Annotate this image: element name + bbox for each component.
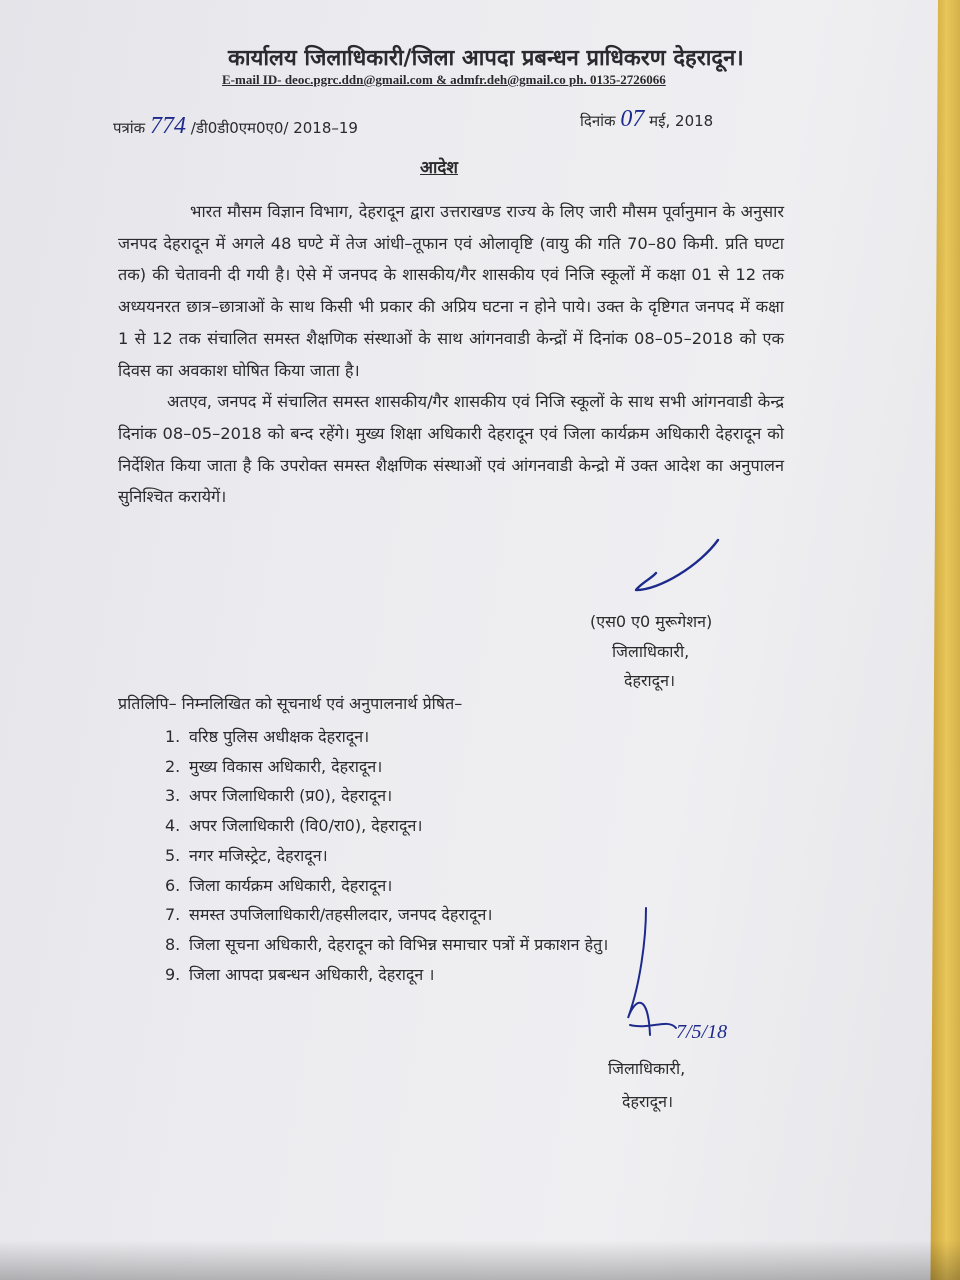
list-item-text: जिला सूचना अधिकारी, देहरादून को विभिन्न समाचार पत्रों में प्रकाशन हेतु।: [189, 934, 609, 954]
signatory-name: (एस0 ए0 मुरूगेशन): [590, 612, 713, 631]
list-item-text: अपर जिलाधिकारी (प्र0), देहरादून।: [189, 786, 393, 806]
list-item-text: मुख्य विकास अधिकारी, देहरादून।: [189, 756, 383, 776]
office-header-title: कार्यालय जिलाधिकारी/जिला आपदा प्रबन्धन प्राधिकरण देहरादून।: [228, 46, 744, 71]
copy-to-heading: प्रतिलिपि– निम्नलिखित को सूचनार्थ एवं अनुपालनार्थ प्रेषित–: [118, 694, 463, 713]
list-item-text: जिला आपदा प्रबन्धन अधिकारी, देहरादून ।: [189, 964, 435, 984]
list-item-text: समस्त उपजिलाधिकारी/तहसीलदार, जनपद देहरादून।: [189, 905, 493, 925]
list-item-text: अपर जिलाधिकारी (वि0/रा0), देहरादून।: [189, 816, 423, 836]
list-item: [165, 781, 608, 811]
reference-handwritten-number: 774: [150, 113, 186, 139]
second-signatory-place: देहरादून।: [622, 1092, 674, 1111]
date-rest: मई, 2018: [649, 112, 714, 130]
list-item-number: 8.: [165, 934, 181, 954]
list-item-number: 4.: [165, 816, 181, 836]
date-handwritten-day: 07: [620, 106, 645, 132]
list-item-number: 1.: [165, 727, 181, 746]
list-item-number: 2.: [165, 756, 181, 776]
list-item-text: जिला कार्यक्रम अधिकारी, देहरादून।: [189, 875, 393, 895]
list-item: [165, 871, 608, 901]
list-item: [165, 811, 608, 841]
list-item-text: वरिष्ठ पुलिस अधीक्षक देहरादून।: [189, 727, 370, 746]
list-item: [165, 930, 608, 960]
list-item-number: 6.: [165, 875, 181, 895]
signature-handwritten-date: 7/5/18: [676, 1021, 728, 1043]
reference-code: /डी0डी0एम0ए0/ 2018–19: [190, 119, 358, 137]
order-paragraph-2: अतएव, जनपद में संचालित समस्त शासकीय/गैर शासकीय एवं निजि स्कूलों के साथ सभी आंगनवाडी केन्द्र दिनांक 08–05–2018 को बन्द रहेंगे। मुख्य शिक्षा अधिकारी देहरादून एवं जिला कार्यक्रम अधिकारी देहरादून को निर्देशित किया जाता है कि उपरोक्त समस्त शैक्षणिक संस्थाओं एवं आंगनवाडी केन्द्रो में उक्त आदेश का अनुपालन सुनिश्चित करायेगें।: [118, 392, 784, 507]
list-item: [165, 722, 608, 752]
list-item: [165, 900, 608, 930]
signatory-title: जिलाधिकारी,: [612, 642, 690, 661]
order-paragraph-1: भारत मौसम विज्ञान विभाग, देहरादून द्वारा उत्तराखण्ड राज्य के लिए जारी मौसम पूर्वानुमान के अनुसार जनपद देहरादून में अगले 48 घण्टे में तेज आंधी–तूफान एवं ओलावृष्टि (वायु की गति 70–80 किमी. प्रति घण्टा तक) की चेतावनी दी गयी है। ऐसे में जनपद के शासकीय/गैर शासकीय एवं निजि स्कूलों में कक्षा 01 से 12 तक अध्ययनरत छात्र–छात्राओं के साथ किसी भी प्रकार की अप्रिय घटना न होने पाये। उक्त के दृष्टिगत जनपद में कक्षा 1 से 12 तक संचालित समस्त शैक्षणिक संस्थाओं के साथ आंगनवाडी केन्द्रों में दिनांक 08–05–2018 को एक दिवस का अवकाश घोषित किया जाता है।: [118, 202, 784, 380]
list-item-text: नगर मजिस्ट्रेट, देहरादून।: [189, 845, 328, 865]
order-title: आदेश: [420, 158, 458, 178]
order-date: [580, 106, 713, 133]
list-item-number: 3.: [165, 786, 181, 806]
copy-to-list: [165, 722, 608, 989]
reference-number: [113, 113, 358, 140]
order-body: [118, 196, 784, 513]
list-item-number: 5.: [165, 845, 181, 865]
reference-label: पत्रांक: [113, 119, 146, 137]
list-item: [165, 960, 608, 990]
list-item-number: 9.: [165, 964, 181, 984]
date-label: दिनांक: [580, 112, 616, 130]
office-contact-line: E-mail ID- deoc.pgrc.ddn@gmail.com & admfr.deh@gmail.co ph. 0135-2726066: [222, 72, 666, 87]
list-item: [165, 752, 608, 782]
list-item: [165, 841, 608, 871]
list-item-number: 7.: [165, 905, 181, 925]
second-signatory-title: जिलाधिकारी,: [608, 1059, 686, 1078]
signatory-place: देहरादून।: [624, 671, 676, 690]
